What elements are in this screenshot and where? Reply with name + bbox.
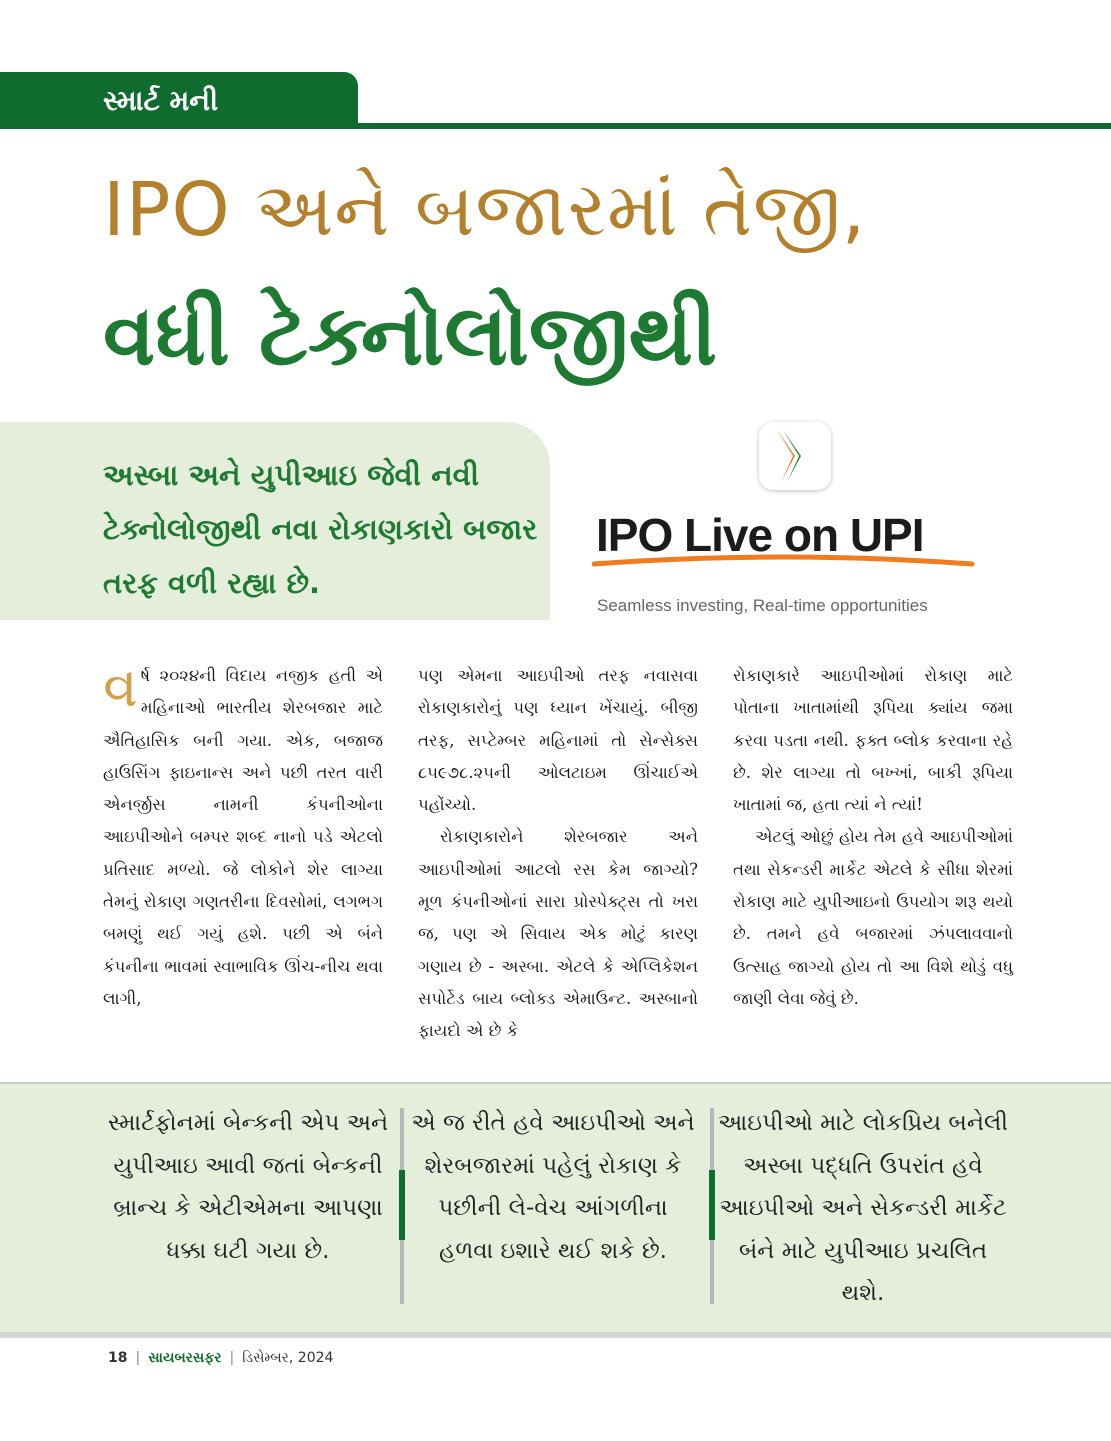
intro-text: અસ્બા અને યુપીઆઇ જેવી નવી ટેક્નોલોજીથી નવા રોકાણકારો બજાર તરફ વળી રહ્યા છે.: [103, 458, 538, 600]
divider-accent: [399, 1170, 405, 1240]
section-tab: [0, 72, 358, 128]
magazine-name: સાયબરસફર: [148, 1350, 222, 1366]
article-col2-paragraph-2: રોકાણકારોને શેરબજાર અને આઇપીઓમાં આટલો રસ કેમ જાગ્યો? મૂળ કંપનીઓનાં સારા પ્રોસ્પેક્ટ્સ તો ખરા જ, પણ એ સિવાય એક મોટું કારણ ગણાય છે - અસ્બા. એટલે કે એપ્લિકેશન સપોર્ટેડ બાય બ્લોક્ડ એમાઉન્ટ. અસ્બાનો ફાયદો એ છે કે: [418, 827, 698, 1041]
article-column-3: [733, 660, 1013, 1015]
logo-swoosh: [592, 552, 976, 570]
article-col3-paragraph-2: એટલું ઓછું હોય તેમ હવે આઇપીઓમાં તથા સેકન્ડરી માર્કેટ એટલે કે સીધા શેરમાં રોકાણ માટે યુપીઆઇનો ઉપયોગ શરૂ થયો છે. તમને હવે બજારમાં ઝંપલાવવાનો ઉત્સાહ જાગ્યો હોય તો આ વિશે થોડું વધુ જાણી લેવા જેવું છે.: [733, 827, 1013, 1008]
page-footer: [108, 1350, 333, 1366]
pull-quote-2: એ જ રીતે હવે આઇપીઓ અને શેરબજારમાં પહેલું રોકાણ કે પછીની લે-વેચ આંગળીના હળવા ઇશારે થઈ શકે છે.: [411, 1110, 695, 1264]
article-column-1: [103, 655, 383, 1015]
logo-tagline: Seamless investing, Real-time opportunities: [597, 596, 928, 615]
section-label: સ્માર્ટ મની: [103, 84, 219, 117]
section-rule: [0, 123, 1111, 129]
drop-cap: વ: [103, 655, 138, 720]
logo-title: IPO Live on UPI: [596, 509, 924, 561]
footer-separator: |: [135, 1350, 141, 1366]
article-col1-text: ર્ષ ૨૦૨૪ની વિદાય નજીક હતી એ મહિનાઓ ભારતીય શેરબજાર માટે ઐતિહાસિક બની ગયા. એક, બજાજ હાઉસિંગ ફાઇનાન્સ અને પછી તરત વારી એનર્જીસ નામની કંપનીઓના આઇપીઓને બમ્પર શબ્દ નાનો પડે એટલો પ્રતિસાદ મળ્યો. જે લોકોને શેર લાગ્યા તેમનું રોકાણ ગણતરીના દિવસોમાં, લગભગ બમણું થઈ ગયું હશે. પછી એ બંને કંપનીના ભાવમાં સ્વાભાવિક ઊંચ-નીચ થવા લાગી,: [103, 666, 383, 1008]
page-number: 18: [108, 1350, 128, 1366]
issue-date: ડિસેમ્બર, 2024: [242, 1350, 334, 1366]
quote-divider-1: [400, 1108, 404, 1304]
quote-band-rule: [0, 1332, 1111, 1338]
article-col2-paragraph-1: પણ એમના આઇપીઓ તરફ નવાસવા રોકાણકારોનું પણ ધ્યાન ખેંચાયું. બીજી તરફ, સપ્ટેમ્બર મહિનામાં તો સેન્સેક્સ ૮૫૯૭૮.૨૫ની ઓલટાઇમ ઊંચાઈએ પહોંચ્યો.: [418, 666, 698, 815]
pull-quote-3: આઇપીઓ માટે લોકપ્રિય બનેલી અસ્બા પદ્ધતિ ઉપરાંત હવે આઇપીઓ અને સેકન્ડરી માર્કેટ બંને માટે યુપીઆઇ પ્રચલિત થશે.: [718, 1110, 1008, 1306]
upi-logo-icon: [759, 422, 831, 490]
divider-accent: [709, 1170, 715, 1240]
article-column-2: [418, 660, 698, 1048]
footer-separator: |: [229, 1350, 235, 1366]
quote-divider-2: [710, 1108, 714, 1304]
article-col3-paragraph-1: રોકાણકારે આઇપીઓમાં રોકાણ માટે પોતાના ખાતામાંથી રૂપિયા ક્યાંય જમા કરવા પડતા નથી. ફક્ત બ્લોક કરવાના રહે છે. શેર લાગ્યા તો બખ્ખાં, બાકી રૂપિયા ખાતામાં જ, હતા ત્યાં ને ત્યાં!: [733, 666, 1013, 815]
headline-line-2: વધી ટેક્નોલોજીથી: [103, 286, 717, 384]
headline-line-1: IPO અને બજારમાં તેજી,: [103, 167, 867, 253]
pull-quote-1: સ્માર્ટફોનમાં બેન્કની એપ અને યુપીઆઇ આવી જતાં બેન્કની બ્રાન્ચ કે એટીએમના આપણા ધક્કા ઘટી ગયા છે.: [107, 1110, 389, 1264]
